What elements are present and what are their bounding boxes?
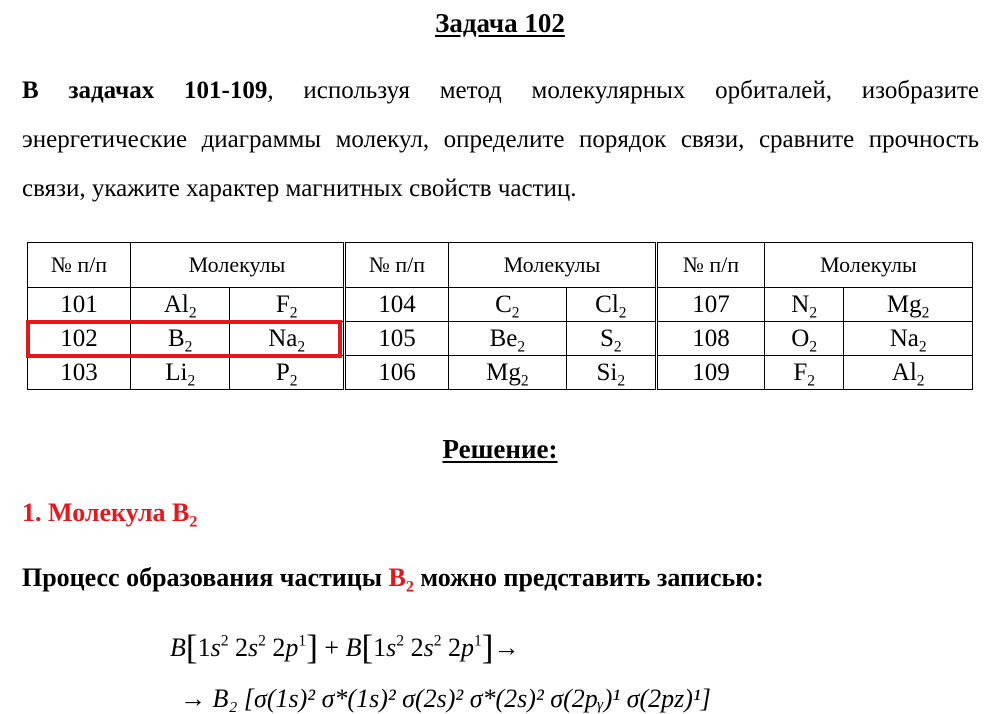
problem-number-cell: 104 — [345, 288, 449, 322]
molecule-cell: $Cl_2$ — [566, 288, 656, 322]
table-row — [28, 356, 973, 390]
header-mol-3: Молекулы — [765, 243, 973, 288]
table-header-row — [28, 243, 973, 288]
molecule-cell: $F_2$ — [765, 356, 844, 390]
problem-number-cell: 109 — [657, 356, 765, 390]
problem-number-cell: 106 — [345, 356, 449, 390]
header-num-3: № п/п — [657, 243, 765, 288]
highlight-box — [26, 320, 342, 358]
molecule-cell: $Li_2$ — [131, 356, 230, 390]
solution-heading: Решение: — [442, 434, 558, 464]
formula-line-1: $B[1s^2$ $2s^2$ $2p^1] + B[1s^2$ $2s^2$ $2p^1]\to$ — [170, 628, 520, 667]
problem-number-cell: 103 — [28, 356, 131, 390]
header-mol-2: Молекулы — [449, 243, 657, 288]
molecule-cell: $Al_2$ — [844, 356, 973, 390]
molecule-cell: $N_2$ — [765, 288, 844, 322]
molecule-cell: $Si_2$ — [566, 356, 656, 390]
statement-text: , используя метод молекулярных орбиталей, изобразите энергетические диаграммы молекул, определите порядок связи, сравните прочность связи, укажите характер магнитных свойств частиц. — [22, 77, 979, 202]
problems-table — [27, 242, 973, 390]
header-num-1: № п/п — [28, 243, 131, 288]
section-heading: 1. Молекула $B_2$ — [22, 498, 198, 531]
problem-number-cell: 101 — [28, 288, 131, 322]
process-molecule: $B_2$ — [388, 563, 414, 596]
molecule-cell: $Na_2$ — [230, 322, 345, 356]
molecule-cell: $F_2$ — [230, 288, 345, 322]
molecule-cell: $B_2$ — [131, 322, 230, 356]
molecule-cell: $Mg_2$ — [449, 356, 567, 390]
statement-bold: В задачах 101-109 — [22, 77, 268, 104]
process-line: Процесс образования частицы $B_2$ можно представить записью: — [22, 563, 764, 596]
molecule-cell: $P_2$ — [230, 356, 345, 390]
molecule-cell: $Al_2$ — [131, 288, 230, 322]
molecule-cell: $C_2$ — [449, 288, 567, 322]
molecule-cell: $Mg_2$ — [844, 288, 973, 322]
problem-number-cell: 105 — [345, 322, 449, 356]
molecule-cell: $O_2$ — [765, 322, 844, 356]
problem-number-cell: 108 — [657, 322, 765, 356]
header-mol-1: Молекулы — [131, 243, 345, 288]
problem-statement — [22, 66, 979, 213]
page-title: Задача 102 — [435, 8, 565, 38]
molecule-cell: $S_2$ — [566, 322, 656, 356]
formula-line-2: → B₂ [σ(1s)² σ*(1s)² σ(2s)² σ*(2s)² σ(2pᵧ)¹ σ(2pz)¹] — [180, 684, 711, 713]
problem-number-cell: 102 — [28, 322, 131, 356]
table-row — [28, 288, 973, 322]
problem-number-cell: 107 — [657, 288, 765, 322]
molecule-cell: $Be_2$ — [449, 322, 567, 356]
header-num-2: № п/п — [345, 243, 449, 288]
molecule-cell: $Na_2$ — [844, 322, 973, 356]
